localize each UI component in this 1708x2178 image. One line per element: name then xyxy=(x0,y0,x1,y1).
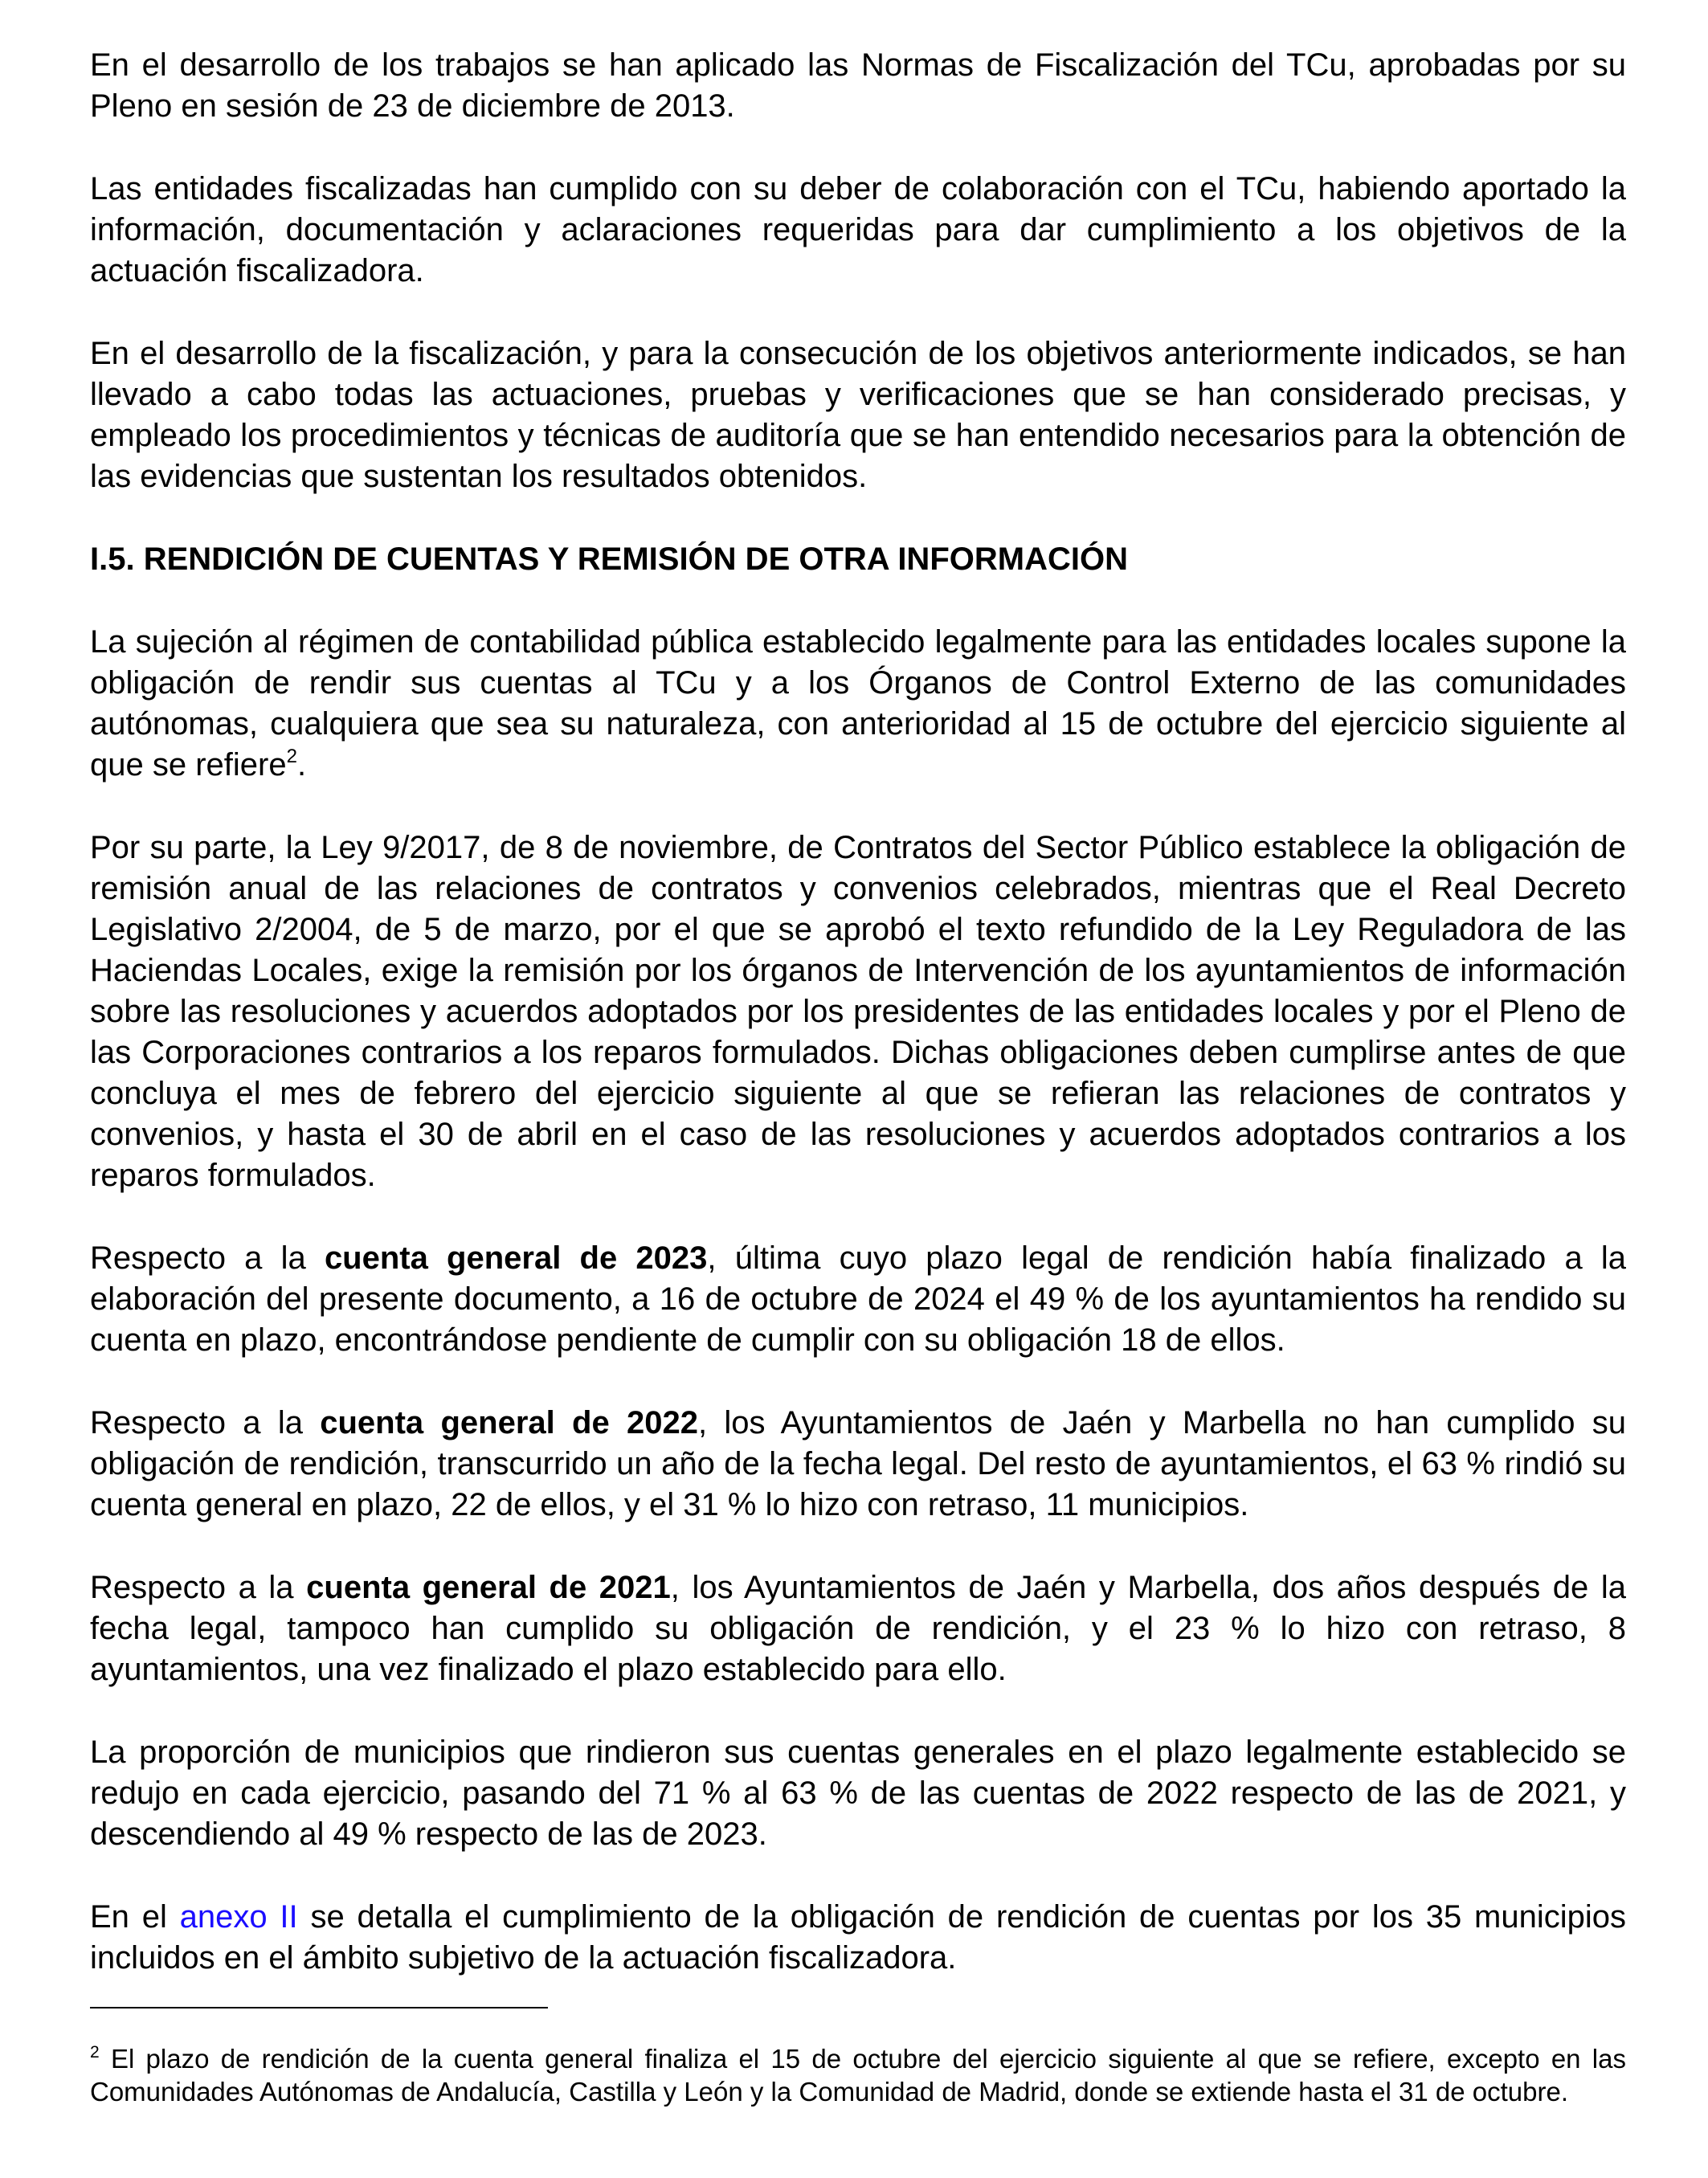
section-paragraph-5 xyxy=(90,1567,1626,1690)
footnote-text: El plazo de rendición de la cuenta general finaliza el 15 de octubre del ejercicio siguiente al que se refiere, excepto en las Comunidades Autónomas de Andalucía, Castilla y León y la Comunidad de Madrid, donde se extiende hasta el 31 de octubre. xyxy=(90,2044,1626,2106)
intro-paragraph-3: En el desarrollo de la fiscalización, y para la consecución de los objetivos anteriormente indicados, se han llevado a cabo todas las actuaciones, pruebas y verificaciones que se han considerado precisas, y empleado los procedimientos y técnicas de auditoría que se han entendido necesarios para la obtención de las evidencias que sustentan los resultados obtenidos. xyxy=(90,336,1626,494)
footnote-number: 2 xyxy=(90,2043,100,2062)
intro-paragraph-1: En el desarrollo de los trabajos se han aplicado las Normas de Fiscalización del TCu, aprobadas por su Pleno en sesión de 23 de diciembre de 2013. xyxy=(90,47,1626,124)
section-paragraph-1 xyxy=(90,622,1626,786)
cuenta-general-2021-emphasis: cuenta general de 2021 xyxy=(306,1570,671,1605)
footnote-reference[interactable]: 2 xyxy=(286,746,297,767)
section-paragraph-3 xyxy=(90,1238,1626,1361)
section-paragraph-3-lead: Respecto a la xyxy=(90,1240,325,1276)
section-paragraph-7 xyxy=(90,1897,1626,1979)
anexo-ii-link[interactable]: anexo II xyxy=(179,1899,298,1935)
section-paragraph-3-rest: , última cuyo plazo legal de rendición había finalizado a la elaboración del presente documento, a 16 de octubre de 2024 el 49 % de los ayuntamientos ha rendido su cuenta en plazo, encontrándose pendiente de cumplir con su obligación 18 de ellos. xyxy=(90,1240,1627,1358)
intro-paragraph-2: Las entidades fiscalizadas han cumplido con su deber de colaboración con el TCu, habiendo aportado la información, documentación y aclaraciones requeridas para dar cumplimiento a los objetivos de la actuación fiscalizadora. xyxy=(90,171,1626,288)
section-paragraph-6: La proporción de municipios que rindieron sus cuentas generales en el plazo legalmente establecido se redujo en cada ejercicio, pasando del 71 % al 63 % de las cuentas de 2022 respecto de las de 2021, y descendiendo al 49 % respecto de las de 2023. xyxy=(90,1735,1626,1852)
section-paragraph-4 xyxy=(90,1403,1626,1526)
cuenta-general-2022-emphasis: cuenta general de 2022 xyxy=(320,1405,698,1440)
section-paragraph-5-rest: , los Ayuntamientos de Jaén y Marbella, dos años después de la fecha legal, tampoco han cumplido su obligación de rendición, y el 23 % lo hizo con retraso, 8 ayuntamientos, una vez finalizado el plazo establecido para ello. xyxy=(90,1570,1627,1687)
footnote xyxy=(90,2042,1626,2108)
section-paragraph-4-rest: , los Ayuntamientos de Jaén y Marbella no han cumplido su obligación de rendición, transcurrido un año de la fecha legal. Del resto de ayuntamientos, el 63 % rindió su cuenta general en plazo, 22 de ellos, y el 31 % lo hizo con retraso, 11 municipios. xyxy=(90,1405,1626,1522)
section-heading: I.5. RENDICIÓN DE CUENTAS Y REMISIÓN DE OTRA INFORMACIÓN xyxy=(90,541,1128,577)
section-paragraph-7-lead: En el xyxy=(90,1899,180,1935)
section-paragraph-7-rest: se detalla el cumplimiento de la obligación de rendición de cuentas por los 35 municipios incluidos en el ámbito subjetivo de la actuación fiscalizadora. xyxy=(90,1899,1627,1976)
section-paragraph-1-end: . xyxy=(296,747,307,783)
footnote-separator xyxy=(90,2007,548,2008)
section-paragraph-5-lead: Respecto a la xyxy=(90,1570,307,1605)
document-page xyxy=(90,45,1626,1979)
cuenta-general-2023-emphasis: cuenta general de 2023 xyxy=(324,1240,708,1276)
section-paragraph-1-text: La sujeción al régimen de contabilidad pública establecido legalmente para las entidades locales supone la obligación de rendir sus cuentas al TCu y a los Órganos de Control Externo de las comunidades autónomas, cualquiera que sea su naturaleza, con anterioridad al 15 de octubre del ejercicio siguiente al que se refiere xyxy=(90,624,1626,783)
section-paragraph-2: Por su parte, la Ley 9/2017, de 8 de noviembre, de Contratos del Sector Público establece la obligación de remisión anual de las relaciones de contratos y convenios celebrados, mientras que el Real Decreto Legislativo 2/2004, de 5 de marzo, por el que se aprobó el texto refundido de la Ley Reguladora de las Haciendas Locales, exige la remisión por los órganos de Intervención de los ayuntamientos de información sobre las resoluciones y acuerdos adoptados por los presidentes de las entidades locales y por el Pleno de las Corporaciones contrarios a los reparos formulados. Dichas obligaciones deben cumplirse antes de que concluya el mes de febrero del ejercicio siguiente al que se refieran las relaciones de contratos y convenios, y hasta el 30 de abril en el caso de las resoluciones y acuerdos adoptados contrarios a los reparos formulados. xyxy=(90,830,1626,1193)
section-paragraph-4-lead: Respecto a la xyxy=(90,1405,321,1440)
